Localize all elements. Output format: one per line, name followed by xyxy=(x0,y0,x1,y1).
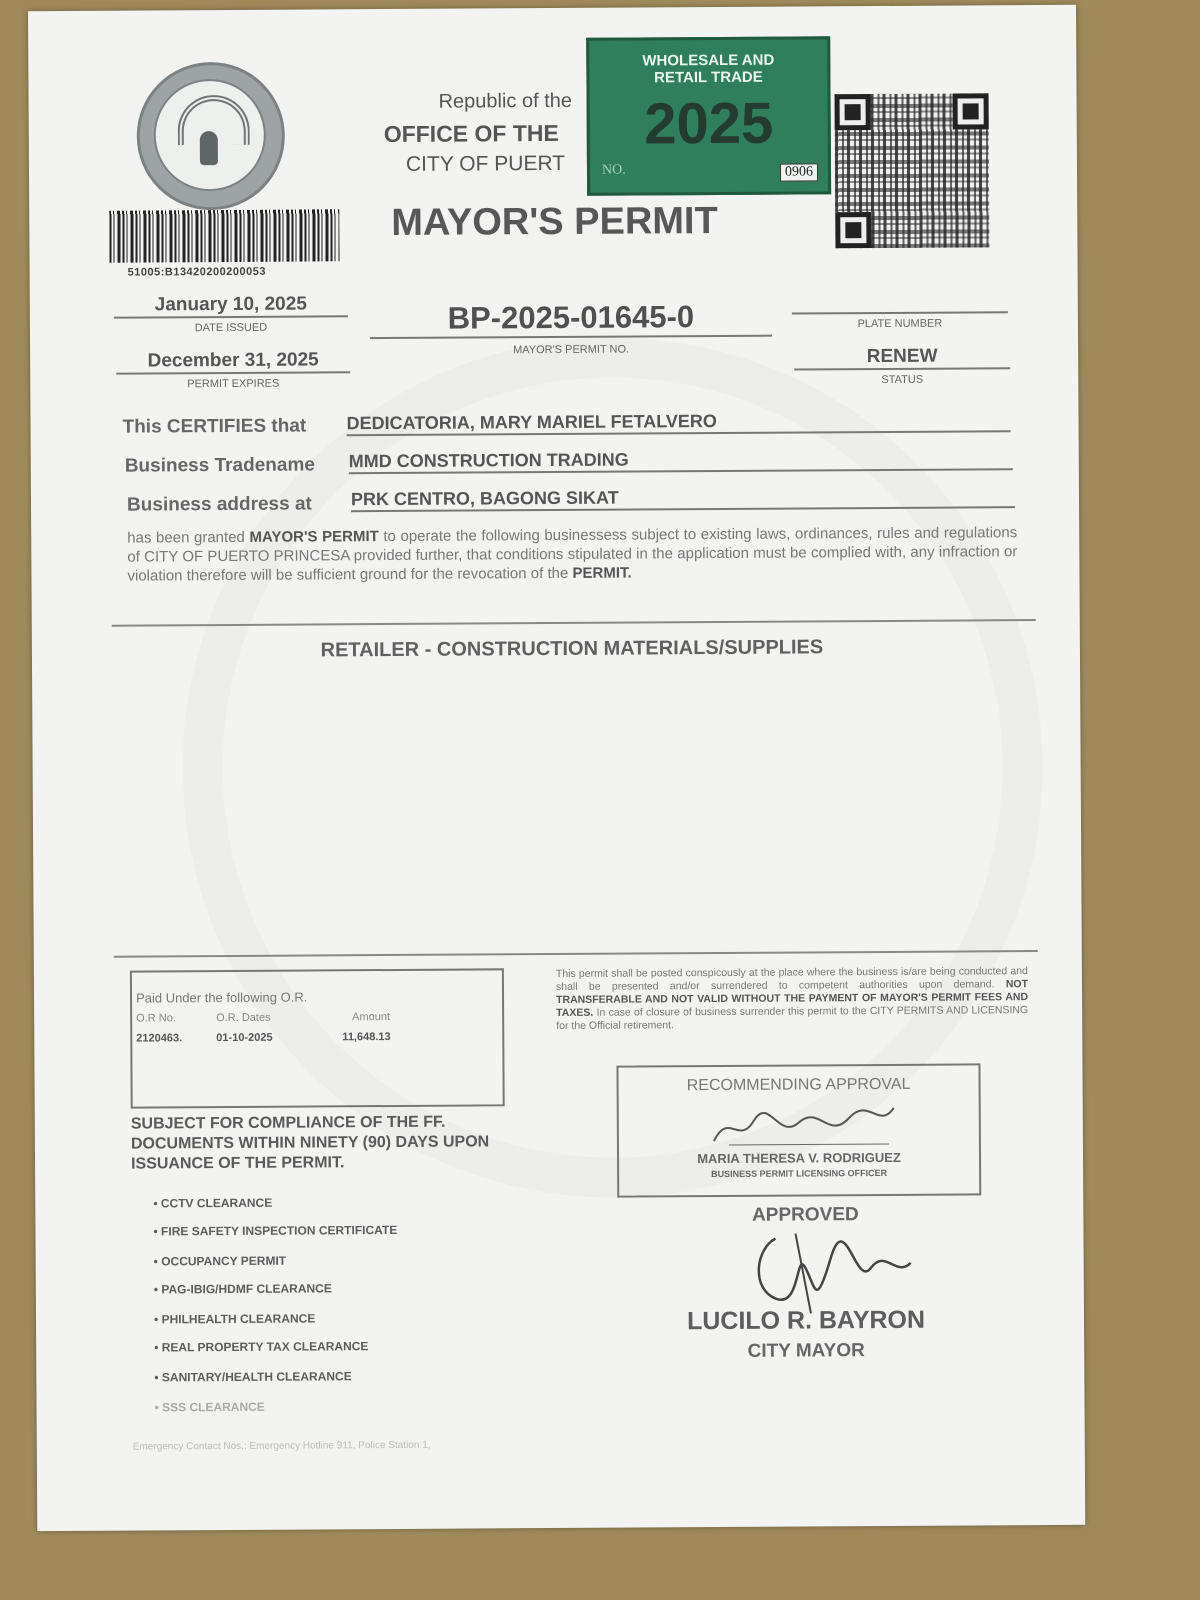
header-republic: Republic of the xyxy=(438,89,573,113)
recommending-title: RECOMMENDING APPROVAL xyxy=(686,1075,911,1095)
approved-title: APPROVED xyxy=(751,1204,859,1226)
requirement-item: • OCCUPANCY PERMIT xyxy=(153,1253,287,1269)
recommending-approval-box xyxy=(616,1063,981,1197)
sticker-category-line2: RETAIL TRADE xyxy=(654,68,763,87)
officer-signature xyxy=(709,1100,899,1151)
grant-statement: has been granted MAYOR'S PERMIT to operate the following businessess subject to existing laws, ordinances, rules and regulations of CITY OF PUERTO PRINCESA provided further, that conditions stipulated in the application must be complied with, any infraction or violation therefore will be sufficient ground for the revocation of the PERMIT. xyxy=(127,524,1018,585)
requirement-item: • SANITARY/HEALTH CLEARANCE xyxy=(154,1369,352,1385)
business-activity: RETAILER - CONSTRUCTION MATERIALS/SUPPLIES xyxy=(320,636,824,662)
qr-code xyxy=(835,93,990,248)
certifies-label: This CERTIFIES that xyxy=(122,415,307,438)
requirement-item: • SSS CLEARANCE xyxy=(154,1399,265,1415)
compliance-title: SUBJECT FOR COMPLIANCE OF THE FF. DOCUMENTS WITHIN NINETY (90) DAYS UPON ISSUANCE OF THE PERMIT. xyxy=(130,1113,490,1173)
permit-number-label: MAYOR'S PERMIT NO. xyxy=(513,343,630,357)
requirement-item: • REAL PROPERTY TAX CLEARANCE xyxy=(154,1339,369,1355)
status-label: STATUS xyxy=(881,373,924,386)
posting-notice: This permit shall be posted conspicously at the place where the business is/are being conducted and shall be presented and/or surrendered to competent authorities upon demand. NOT TRANSFERABLE AND NOT VALID WITHOUT THE PAYMENT OF MAYOR'S PERMIT FEES AND TAXES. In case of closure of business surrender this permit to the CITY PERMITS AND LICENSING for the Official retirement. xyxy=(555,965,1029,1032)
plate-number-value xyxy=(792,291,1008,314)
requirement-item: • PHILHEALTH CLEARANCE xyxy=(153,1311,316,1327)
header-city: CITY OF PUERT xyxy=(405,151,566,176)
or-amount-value: 11,648.13 xyxy=(342,1031,391,1044)
permit-expires-label: PERMIT EXPIRES xyxy=(187,377,280,391)
city-seal-logo xyxy=(136,62,285,211)
footer-contacts: Emergency Contact Nos.: Emergency Hotline 911, Police Station 1, xyxy=(132,1439,431,1453)
sticker-number: 0906 xyxy=(780,163,818,181)
barcode-number: 51005:B13420200200053 xyxy=(127,265,266,279)
permit-expires-value: December 31, 2025 xyxy=(116,349,350,374)
requirement-item: • PAG-IBIG/HDMF CLEARANCE xyxy=(153,1281,332,1297)
mayor-name: LUCILO R. BAYRON xyxy=(686,1305,926,1336)
tradename-value: MMD CONSTRUCTION TRADING xyxy=(349,447,1013,474)
official-receipt-box xyxy=(130,968,505,1108)
date-issued-label: DATE ISSUED xyxy=(194,321,268,335)
requirement-item: • FIRE SAFETY INSPECTION CERTIFICATE xyxy=(153,1222,398,1239)
sticker-category-line1: WHOLESALE AND xyxy=(642,51,775,70)
document-title: MAYOR'S PERMIT xyxy=(391,199,718,244)
status-value: RENEW xyxy=(794,345,1010,370)
or-number-value: 2120463. xyxy=(136,1032,183,1045)
plate-number-label: PLATE NUMBER xyxy=(857,317,943,331)
permit-document xyxy=(28,5,1085,1531)
header-office: OFFICE OF THE xyxy=(383,119,559,148)
barcode xyxy=(109,209,339,262)
requirement-item: • CCTV CLEARANCE xyxy=(153,1195,273,1211)
address-label: Business address at xyxy=(126,493,312,516)
address-value: PRK CENTRO, BAGONG SIKAT xyxy=(351,485,1015,512)
wholesale-retail-sticker xyxy=(586,36,831,195)
permit-number-value: BP-2025-01645-0 xyxy=(370,299,772,339)
recommending-name: MARIA THERESA V. RODRIGUEZ xyxy=(697,1149,901,1167)
tradename-label: Business Tradename xyxy=(124,454,315,477)
or-date-header: O.R. Dates xyxy=(216,1011,271,1025)
recommending-position: BUSINESS PERMIT LICENSING OFFICER xyxy=(711,1167,888,1180)
or-box-title: Paid Under the following O.R. xyxy=(135,989,308,1006)
certifies-value: DEDICATORIA, MARY MARIEL FETALVERO xyxy=(346,409,1010,436)
date-issued-value: January 10, 2025 xyxy=(114,293,348,318)
sticker-year: 2025 xyxy=(643,90,774,157)
or-date-value: 01-10-2025 xyxy=(216,1031,273,1045)
mayor-position: CITY MAYOR xyxy=(747,1340,865,1362)
or-number-header: O.R No. xyxy=(136,1012,176,1025)
sticker-no-label: NO. xyxy=(601,162,626,178)
or-amount-header: Amount xyxy=(352,1011,391,1024)
